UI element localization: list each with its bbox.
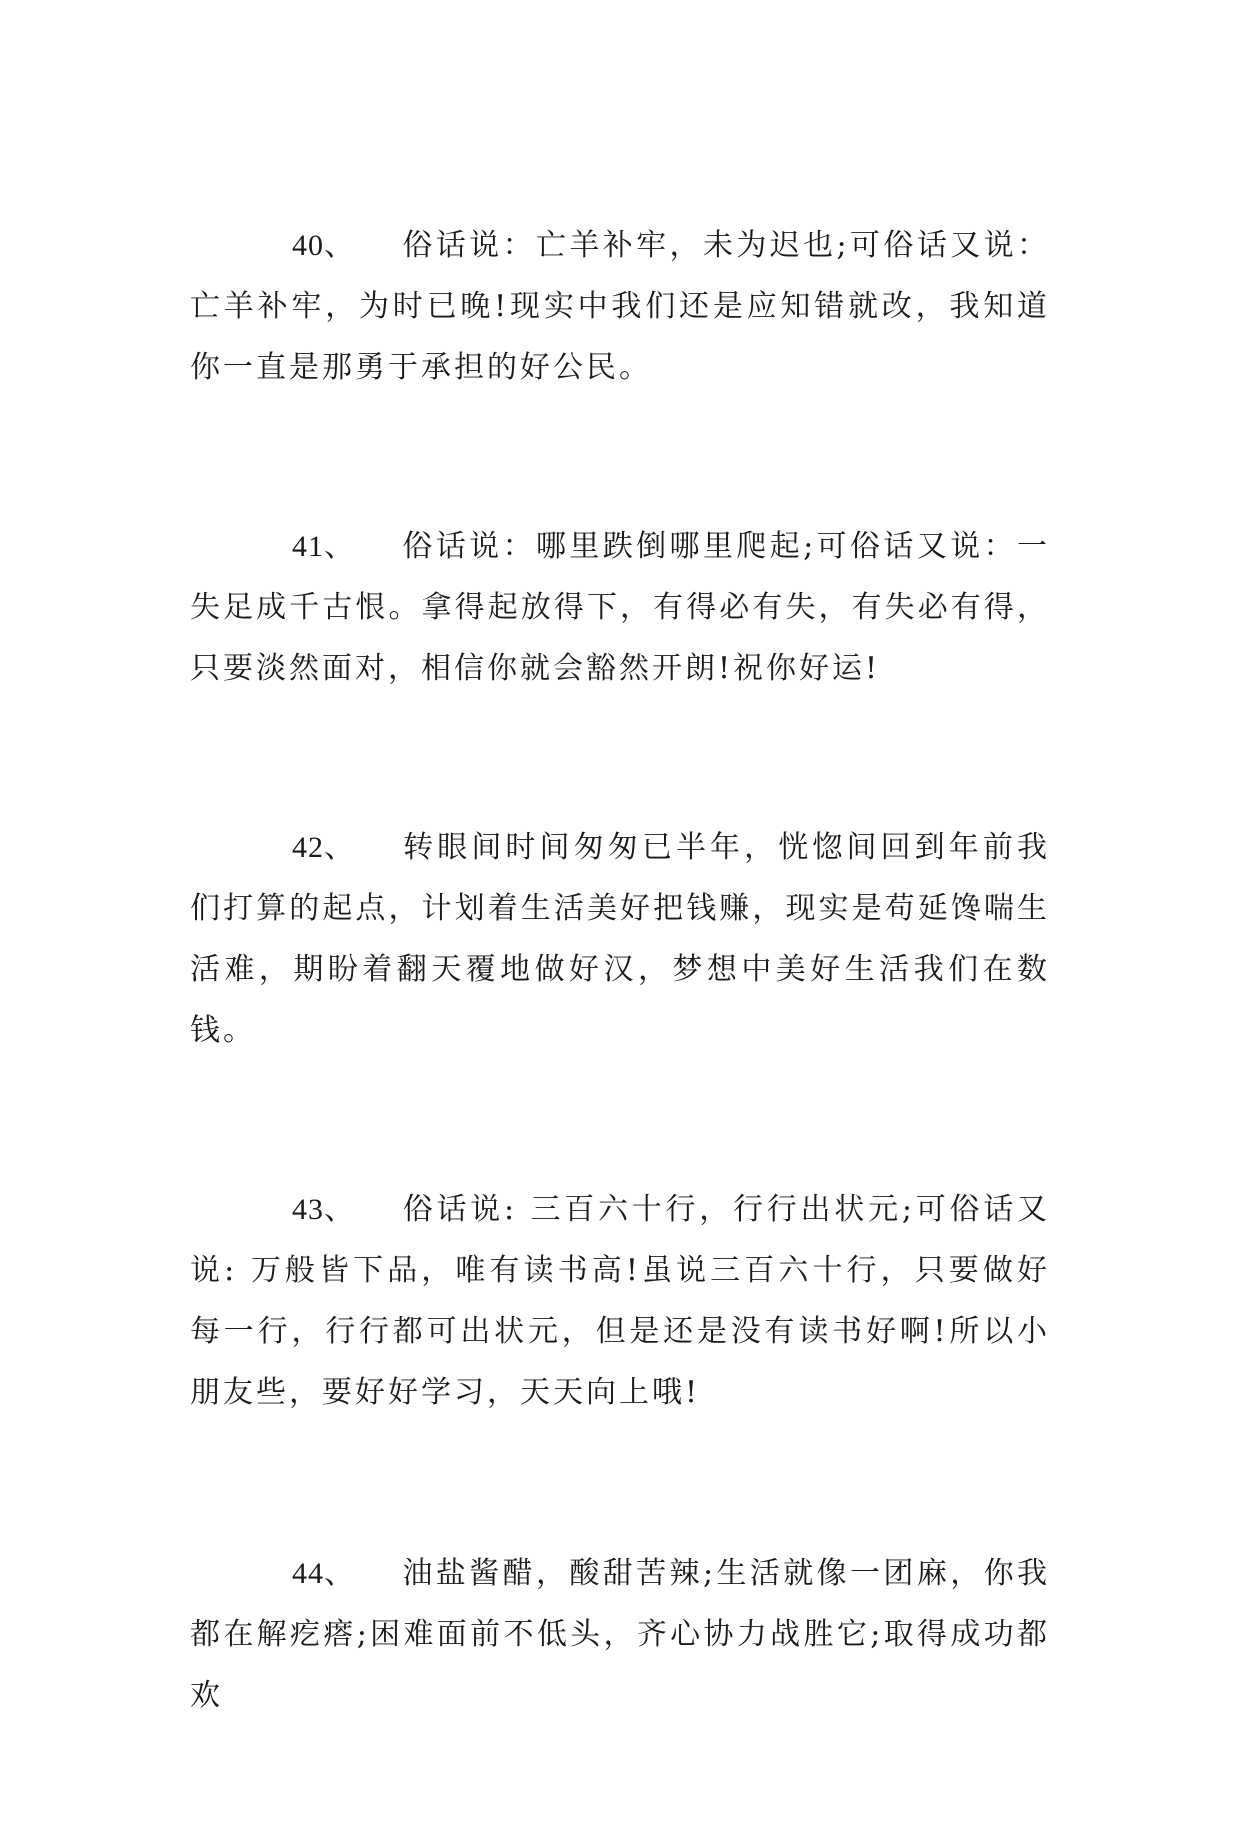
list-item xyxy=(190,817,1050,1061)
item-text: 油盐酱醋，酸甜苦辣;生活就像一团麻，你我都在解疙瘩;困难面前不低头，齐心协力战胜它;取得成功都欢 xyxy=(190,1556,1050,1713)
item-number: 41、 xyxy=(292,530,355,563)
item-text: 转眼间时间匆匆已半年，恍惚间回到年前我们打算的起点，计划着生活美好把钱赚，现实是苟延馋喘生活难，期盼着翻天覆地做好汉，梦想中美好生活我们在数钱。 xyxy=(190,830,1050,1048)
list-item xyxy=(190,215,1050,398)
item-text: 俗话说: 三百六十行，行行出状元;可俗话又说: 万般皆下品，唯有读书高!虽说三百六十行，只要做好每一行，行行都可出状元，但是还是没有读书好啊!所以小朋友些，要好好学习，天天向上哦! xyxy=(190,1192,1050,1410)
item-text: 俗话说：亡羊补牢，未为迟也;可俗话又说：亡羊补牢，为时已晚!现实中我们还是应知错就改，我知道你一直是那勇于承担的好公民。 xyxy=(190,228,1050,385)
list-item xyxy=(190,516,1050,699)
document-body xyxy=(190,215,1050,1844)
item-number: 42、 xyxy=(292,831,355,864)
item-number: 44、 xyxy=(292,1557,355,1590)
list-item xyxy=(190,1179,1050,1423)
item-text: 俗话说：哪里跌倒哪里爬起;可俗话又说：一失足成千古恨。拿得起放得下，有得必有失，有失必有得，只要淡然面对，相信你就会豁然开朗!祝你好运! xyxy=(190,529,1050,686)
list-item xyxy=(190,1543,1050,1726)
item-number: 43、 xyxy=(292,1193,355,1226)
item-number: 40、 xyxy=(292,229,355,262)
